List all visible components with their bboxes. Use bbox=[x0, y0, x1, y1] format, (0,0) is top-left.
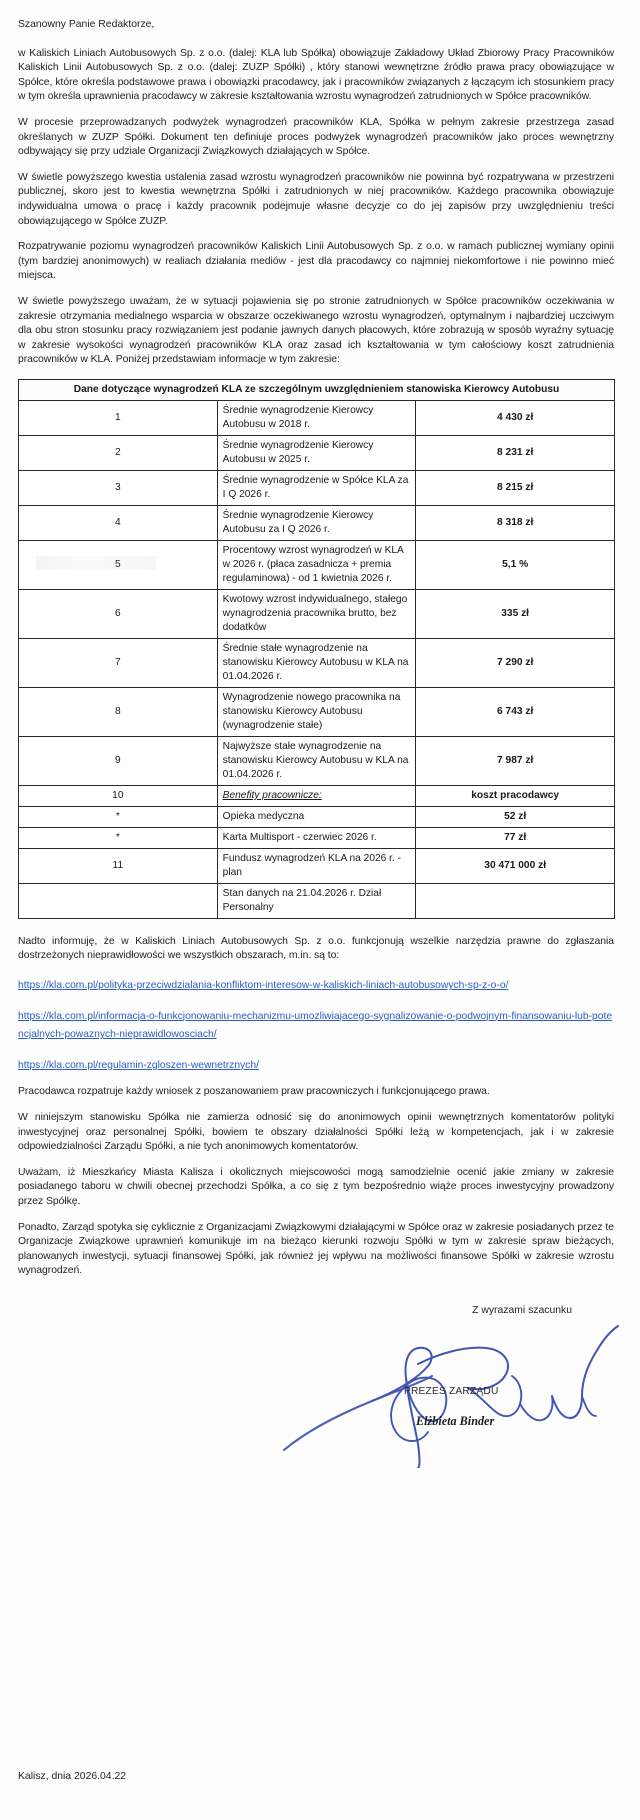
body-paragraph-4: Rozpatrywanie poziomu wynagrodzeń pracowników Kaliskich Linii Autobusowych Sp. z o.o. w ramach publicznej wymiany opinii (tym bardziej anonimowych) w realiach działania mediów - jest dla pracodawcy co najmniej niekomfortowe i nie powinno mieć miejsca. bbox=[18, 241, 614, 282]
row-value: 7 987 zł bbox=[416, 736, 615, 785]
row-description: Średnie stałe wynagrodzenie na stanowisku Kierowcy Autobusu w KLA na 01.04.2026 r. bbox=[217, 638, 416, 687]
body-paragraph-3: W świetle powyższego kwestia ustalenia zasad wzrostu wynagrodzeń pracowników nie powinna być rozpatrywana w przestrzeni publicznej, skoro jest to kwestia wewnętrzna Spółki i zatrudnionych w niej pracowników. Każdego pracownika obowiązuje indywidualna umowa o pracę i każdy pracownik podejmuje własne decyzje co do jej zapisów przy uwzględnieniu treści obowiązującego w Spółce ZUZP. bbox=[18, 171, 614, 227]
row-value: 6 743 zł bbox=[416, 687, 615, 736]
table-header-row bbox=[19, 379, 615, 400]
row-description: Najwyższe stałe wynagrodzenie na stanowisku Kierowcy Autobusu w KLA na 01.04.2026 r. bbox=[217, 736, 416, 785]
link-row-2 bbox=[18, 1006, 614, 1043]
after-table-intro: Nadto informuję, że w Kaliskich Liniach Autobusowych Sp. z o.o. funkcjonują wszelkie narzędzia prawne do zgłaszania dostrzeżonych nieprawidłowości we wszystkich obszarach, m.in. są to: bbox=[18, 935, 614, 962]
table-row bbox=[19, 736, 615, 785]
signature-area bbox=[18, 1320, 614, 1470]
row-index: 10 bbox=[19, 785, 218, 806]
row-description: Średnie wynagrodzenie Kierowcy Autobusu w 2018 r. bbox=[217, 400, 416, 435]
table-row bbox=[19, 589, 615, 638]
row-value: 8 215 zł bbox=[416, 470, 615, 505]
salutation: Szanowny Panie Redaktorze, bbox=[18, 19, 155, 30]
table-row bbox=[19, 470, 615, 505]
policy-conflict-of-interest-link[interactable]: https://kla.com.pl/polityka-przeciwdzialania-konfliktom-interesow-w-kaliskich-liniach-autobusowych-sp-z-o-o/ bbox=[18, 980, 509, 992]
row-description: Wynagrodzenie nowego pracownika na stanowisku Kierowcy Autobusu (wynagrodzenie stałe) bbox=[217, 687, 416, 736]
row-description: Benefity pracownicze: bbox=[217, 785, 416, 806]
row-index: 3 bbox=[19, 470, 218, 505]
row-index: 4 bbox=[19, 505, 218, 540]
closing-paragraph-4: Ponadto, Zarząd spotyka się cyklicznie z Organizacjami Związkowymi działającymi w Spółce oraz w zakresie posiadanych przez te Organizacje Związkowe uprawnień komunikuje im na bieżąco kierunki rozwoju Spółki w tym w zakresie spraw bieżących, planowanych inwestycji, sytuacji finansowej Spółki, jak również jej wpływu na możliwości finansowe Spółki w zakresie wzrostu wynagrodzeń. bbox=[18, 1221, 614, 1277]
table-row bbox=[19, 687, 615, 736]
row-description: Procentowy wzrost wynagrodzeń w KLA w 2026 r. (płaca zasadnicza + premia regulaminowa) - od 1 kwietnia 2026 r. bbox=[217, 540, 416, 589]
row-value: 30 471 000 zł bbox=[416, 848, 615, 883]
row-value: 7 290 zł bbox=[416, 638, 615, 687]
row-value: koszt pracodawcy bbox=[416, 785, 615, 806]
row-value: 8 231 zł bbox=[416, 435, 615, 470]
table-row bbox=[19, 848, 615, 883]
row-index bbox=[19, 883, 218, 918]
closing-paragraph-3: Uważam, iż Mieszkańcy Miasta Kalisza i okolicznych miejscowości mogą samodzielnie ocenić jakie zmiany w zakresie posiadanego taboru w chwili obecnej przechodzi Spółka, a co się z tym bezpośrednio wiąże proces inwestycyjny prowadzony przez Spółkę. bbox=[18, 1166, 614, 1207]
row-description: Średnie wynagrodzenie Kierowcy Autobusu za I Q 2026 r. bbox=[217, 505, 416, 540]
row-value bbox=[416, 883, 615, 918]
table-row bbox=[19, 435, 615, 470]
row-description: Kwotowy wzrost indywidualnego, stałego wynagrodzenia pracownika brutto, bez dodatków bbox=[217, 589, 416, 638]
row-index: 7 bbox=[19, 638, 218, 687]
table-row bbox=[19, 540, 615, 589]
table-title: Dane dotyczące wynagrodzeń KLA ze szczególnym uwzględnieniem stanowiska Kierowcy Autobusu bbox=[19, 379, 615, 400]
row-index: 11 bbox=[19, 848, 218, 883]
body-paragraph-5: W świetle powyższego uważam, że w sytuacji pojawienia się po stronie zatrudnionych w Spółce pracowników oczekiwania w zakresie otrzymania medialnego wsparcia w obszarze oczekiwanego wzrostu wynagrodzeń, optymalnym i najbardziej uczciwym dla obu stron stosunku pracy rozwiązaniem jest podanie jawnych danych płacowych, które zobrazują w sposób wyraźny sytuację w zakresie wysokości wynagrodzeń pracowników KLA oraz zasad ich kształtowania w tym całościowy koszt zatrudnienia pracowników w KLA. Poniżej przedstawiam informacje w tym zakresie: bbox=[18, 295, 614, 366]
closing-phrase: Z wyrazami szacunku bbox=[472, 1304, 572, 1316]
closing-paragraph-1: Pracodawca rozpatruje każdy wniosek z poszanowaniem praw pracowniczych i funkcjonującego prawa. bbox=[18, 1086, 490, 1098]
row-index: 2 bbox=[19, 435, 218, 470]
row-value: 52 zł bbox=[416, 806, 615, 827]
row-value: 5,1 % bbox=[416, 540, 615, 589]
link-row-3 bbox=[18, 1055, 614, 1074]
row-index: 5 bbox=[19, 540, 218, 589]
row-description: Średnie wynagrodzenie Kierowcy Autobusu w 2025 r. bbox=[217, 435, 416, 470]
row-description: Fundusz wynagrodzeń KLA na 2026 r. - plan bbox=[217, 848, 416, 883]
table-row bbox=[19, 505, 615, 540]
table-row bbox=[19, 827, 615, 848]
row-value: 77 zł bbox=[416, 827, 615, 848]
row-description: Karta Multisport - czerwiec 2026 r. bbox=[217, 827, 416, 848]
row-description: Opieka medyczna bbox=[217, 806, 416, 827]
table-row-benefits bbox=[19, 785, 615, 806]
table-row-footnote bbox=[19, 883, 615, 918]
salary-data-table bbox=[18, 379, 615, 919]
row-index: 8 bbox=[19, 687, 218, 736]
signer-title: PREZES ZARZĄDU bbox=[404, 1385, 499, 1397]
row-value: 4 430 zł bbox=[416, 400, 615, 435]
link-row-1 bbox=[18, 975, 614, 994]
internal-reporting-rules-link[interactable]: https://kla.com.pl/regulamin-zgloszen-wewnetrznych/ bbox=[18, 1059, 259, 1071]
closing-paragraph-2: W niniejszym stanowisku Spółka nie zamierza odnosić się do anonimowych opinii wewnętrznych komentatorów polityki inwestycyjnej oraz personalnej Spółki, bowiem te obszary działalności Spółki leżą w kompetencjach, jak i w zakresie odpowiedzialności Zarządu Spółki, a nie tych anonimowych komentatorów. bbox=[18, 1112, 614, 1153]
row-description: Stan danych na 21.04.2026 r. Dział Personalny bbox=[217, 883, 416, 918]
row-index: 9 bbox=[19, 736, 218, 785]
body-paragraph-1: w Kaliskich Liniach Autobusowych Sp. z o.o. (dalej: KLA lub Spółka) obowiązuje Zakładowy Układ Zbiorowy Pracy Pracowników Kaliskich Linii Autobusowych Sp. z o.o. (dalej: ZUZP Spółki) , który stanowi wewnętrzne źródło prawa pracy obowiązujące w Spółce, które określa podstawowe prawa i obowiązki pracodawcy, jak i pracowników związanych z łączącym ich stosunkiem pracy w tym określa uprawnienia pracodawcy w zakresie kształtowania wzrostu wynagrodzeń zatrudnionych w Spółce pracowników. bbox=[18, 47, 614, 103]
row-index: 6 bbox=[19, 589, 218, 638]
row-value: 8 318 zł bbox=[416, 505, 615, 540]
row-index: * bbox=[19, 806, 218, 827]
row-value: 335 zł bbox=[416, 589, 615, 638]
table-row bbox=[19, 400, 615, 435]
table-row bbox=[19, 638, 615, 687]
row-description: Średnie wynagrodzenie w Spółce KLA za I Q 2026 r. bbox=[217, 470, 416, 505]
date-line: Kalisz, dnia 2026.04.22 bbox=[18, 1771, 127, 1782]
whistleblowing-mechanism-link[interactable]: https://kla.com.pl/informacja-o-funkcjonowaniu-mechanizmu-umozliwiajacego-sygnalizowanie-o-podwojnym-finansowaniu-lub-potencjalnych-powaznych-nieprawidlowosciach/ bbox=[18, 1010, 613, 1041]
salary-data-table-wrapper bbox=[18, 379, 614, 919]
table-row bbox=[19, 806, 615, 827]
row-index: * bbox=[19, 827, 218, 848]
body-paragraph-2: W procesie przeprowadzanych podwyżek wynagrodzeń pracowników KLA, Spółka w pełnym zakresie przestrzega zasad określanych w ZUZP Spółki. Dokument ten definiuje proces podwyżek wynagrodzeń pracowników jako proces wewnętrzny odbywający się przy udziale Organizacji Związkowych działających w Spółce. bbox=[18, 116, 614, 158]
signer-name: Elżbieta Binder bbox=[416, 1413, 495, 1428]
row-index: 1 bbox=[19, 400, 218, 435]
